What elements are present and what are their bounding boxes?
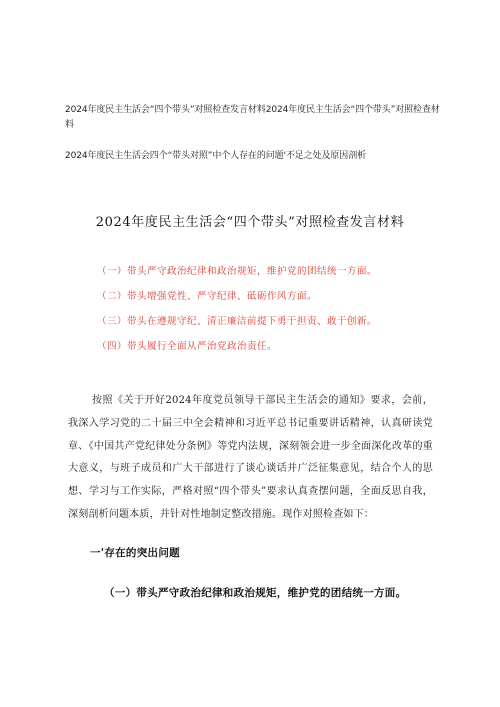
header-line-2: 2024年度民主生活会四个“带头对照”中个人存在的问题'不足之处及原因剖析 — [65, 151, 367, 161]
body-paragraph: 按照《关于开好2024年度党员领导干部民主生活会的通知》要求，会前，我深入学习党的二十届三中全会精神和习近平总书记重要讲话精神，认真研读党章、《中国共产党纪律处分条例》等党内法规，深刻领会进一步全面深化改革的重大意义，与班子成员和广大干部进行了谈心谈话并广泛征集意见，结合个人的思想、学习与工作实际，严格对照“四个带头”要求认真查摆问题，全面反思自我，深刻剖析问题本质，并针对性地制定整改措施。现作对照检查如下： — [68, 395, 433, 520]
topic-item-3: （三）带头在遵规守纪、清正廉洁前提下勇于担责、敢于创新。 — [97, 316, 378, 327]
topic-item-2: （二）带头增强党性、严守纪律、砥砺作风方面。 — [97, 291, 318, 302]
sub-heading: （一）带头严守政治纪律和政治规矩，维护党的团结统一方面。 — [104, 587, 407, 599]
highlighted-topics-list — [97, 259, 457, 359]
header-line-1: 2024年度民主生活会“四个带头”对照检查发言材料2024年度民主生活会“四个带头”对照检查材料 — [65, 105, 440, 130]
topic-item-4: （四）带头履行全面从严治党政治责任。 — [97, 341, 278, 352]
document-title: 2024年度民主生活会“四个带头”对照检查发言材料 — [95, 215, 405, 230]
section-heading: 一'存在的突出问题 — [90, 547, 180, 559]
topic-item-1: （一）带头严守政治纪律和政治规矩，维护党的团结统一方面。 — [97, 266, 378, 277]
